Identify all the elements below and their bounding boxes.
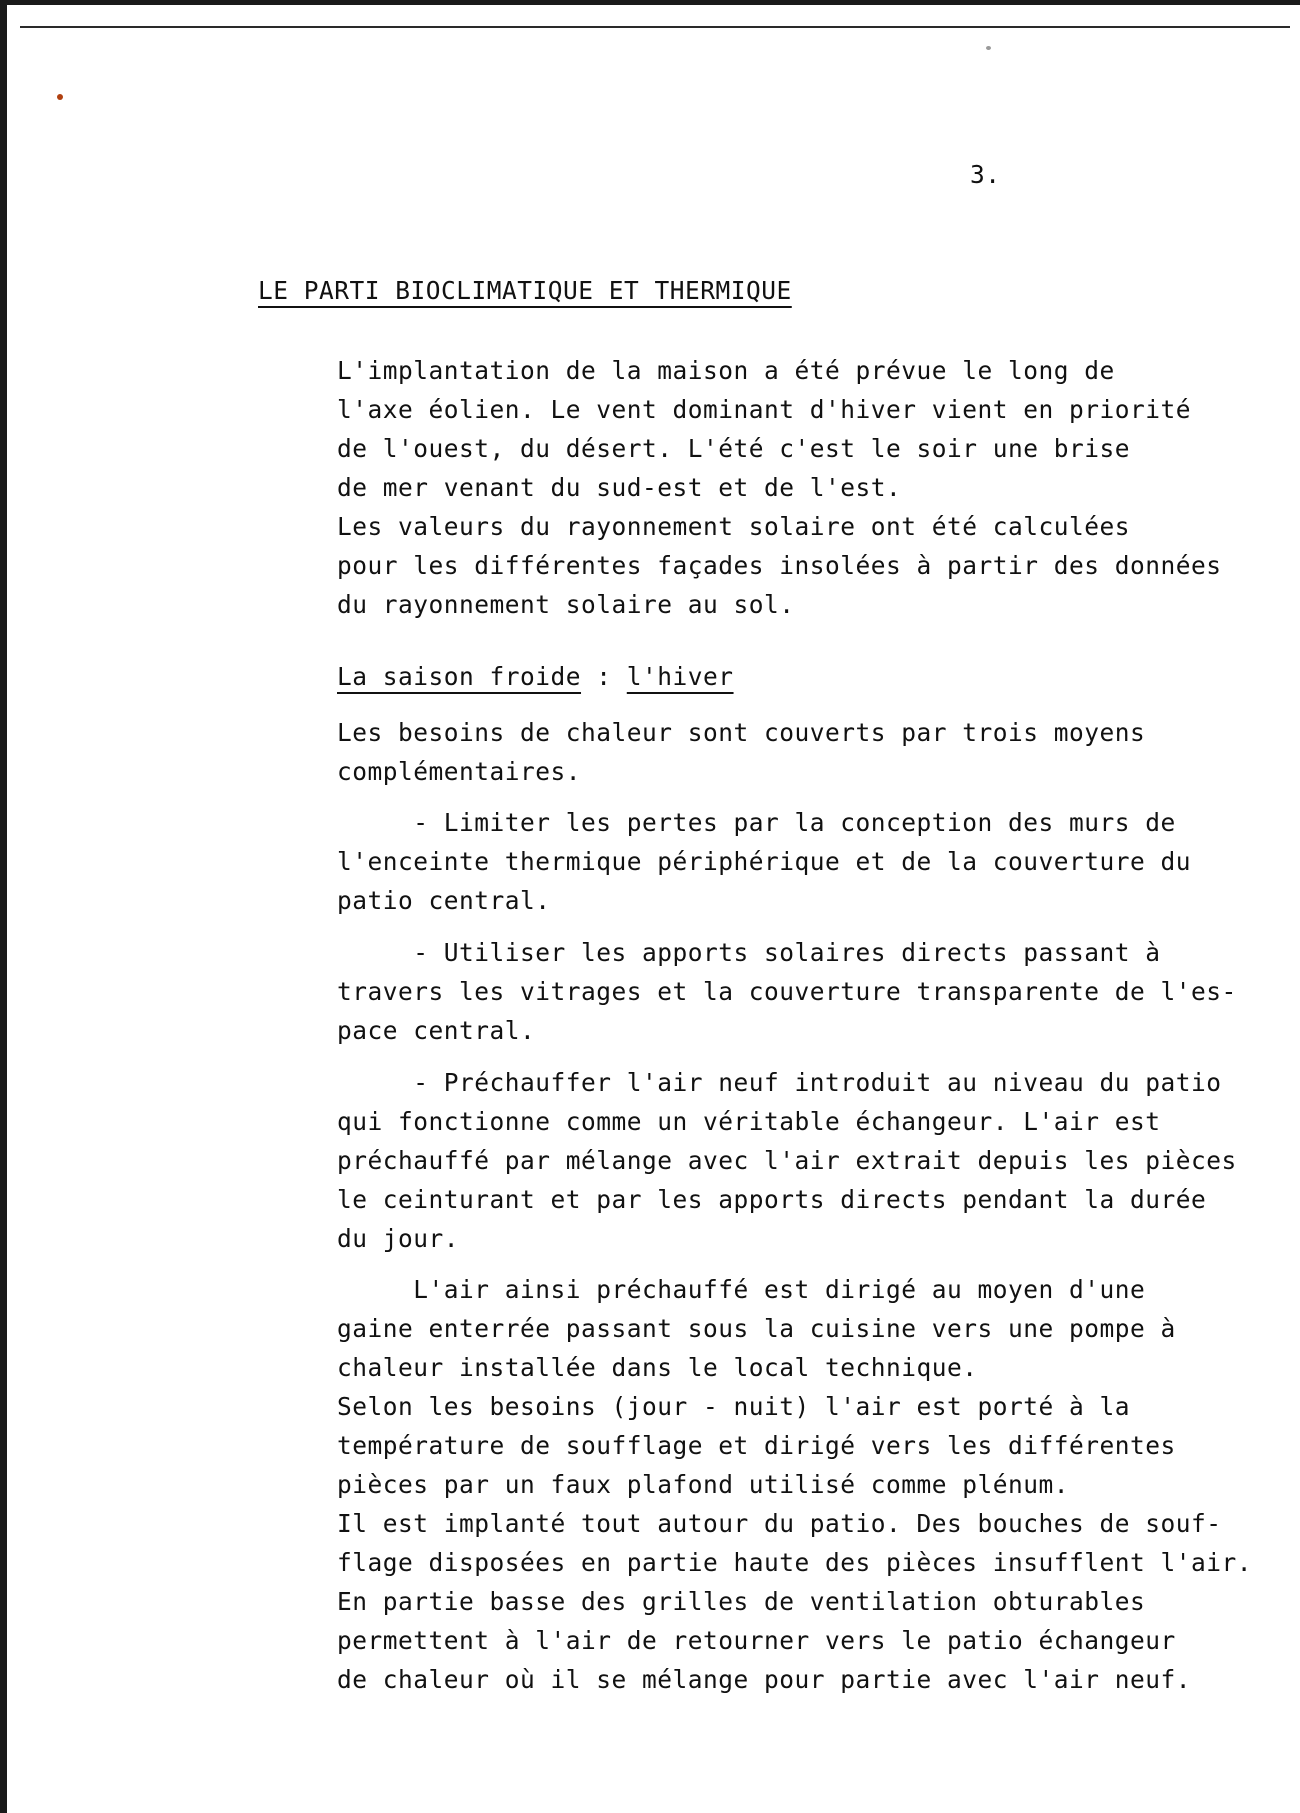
section-title-right: l'hiver — [626, 662, 734, 691]
list-item-preheat-air — [337, 1063, 1267, 1258]
text-line: Il est implanté tout autour du patio. Des bouches de souf- — [337, 1509, 1222, 1538]
text-line: du jour. — [337, 1224, 460, 1253]
text-line: complémentaires. — [337, 757, 582, 786]
text-line: qui fonctionne comme un véritable échangeur. L'air est — [337, 1107, 1161, 1136]
scan-speck — [57, 94, 63, 100]
text-line: de chaleur où il se mélange pour partie avec l'air neuf. — [337, 1665, 1192, 1694]
section-title-left: La saison froide — [337, 662, 582, 691]
text-line: patio central. — [337, 886, 551, 915]
section-title-cold-season — [337, 662, 734, 691]
text-line: température de soufflage et dirigé vers les différentes — [337, 1431, 1176, 1460]
page-top-rule — [20, 26, 1290, 28]
list-item-solar-gains — [337, 933, 1267, 1050]
page-number: 3. — [970, 160, 1001, 189]
text-line: permettent à l'air de retourner vers le patio échangeur — [337, 1626, 1176, 1655]
text-line: l'enceinte thermique périphérique et de la couverture du — [337, 847, 1192, 876]
section-title-separator: : — [581, 662, 627, 691]
text-line: gaine enterrée passant sous la cuisine vers une pompe à — [337, 1314, 1176, 1343]
text-line: de mer venant du sud-est et de l'est. — [337, 473, 902, 502]
text-line: le ceinturant et par les apports directs pendant la durée — [337, 1185, 1207, 1214]
page-heading: LE PARTI BIOCLIMATIQUE ET THERMIQUE — [258, 276, 792, 305]
text-line: l'axe éolien. Le vent dominant d'hiver vient en priorité — [337, 395, 1192, 424]
list-item-limit-losses — [337, 803, 1267, 920]
text-line: de l'ouest, du désert. L'été c'est le soir une brise — [337, 434, 1131, 463]
text-line: L'air ainsi préchauffé est dirigé au moyen d'une — [337, 1275, 1146, 1304]
text-line: chaleur installée dans le local technique. — [337, 1353, 978, 1382]
text-line: En partie basse des grilles de ventilation obturables — [337, 1587, 1146, 1616]
heat-pump-paragraph — [337, 1270, 1267, 1699]
intro-paragraph — [337, 351, 1267, 624]
text-line: Les besoins de chaleur sont couverts par trois moyens — [337, 718, 1146, 747]
text-line: flage disposées en partie haute des pièces insufflent l'air. — [337, 1548, 1253, 1577]
scan-left-border — [0, 0, 7, 1813]
text-line: Les valeurs du rayonnement solaire ont été calculées — [337, 512, 1131, 541]
text-line: - Limiter les pertes par la conception des murs de — [337, 808, 1176, 837]
text-line: - Préchauffer l'air neuf introduit au niveau du patio — [337, 1068, 1222, 1097]
text-line: préchauffé par mélange avec l'air extrait depuis les pièces — [337, 1146, 1237, 1175]
text-line: L'implantation de la maison a été prévue le long de — [337, 356, 1115, 385]
text-line: pour les différentes façades insolées à partir des données — [337, 551, 1222, 580]
scan-top-border — [0, 0, 1300, 5]
cold-season-intro — [337, 713, 1267, 791]
text-line: Selon les besoins (jour - nuit) l'air est porté à la — [337, 1392, 1131, 1421]
text-line: du rayonnement solaire au sol. — [337, 590, 795, 619]
text-line: pace central. — [337, 1016, 536, 1045]
text-line: travers les vitrages et la couverture transparente de l'es- — [337, 977, 1237, 1006]
text-line: - Utiliser les apports solaires directs passant à — [337, 938, 1161, 967]
text-line: pièces par un faux plafond utilisé comme plénum. — [337, 1470, 1070, 1499]
scan-speck — [986, 46, 991, 50]
